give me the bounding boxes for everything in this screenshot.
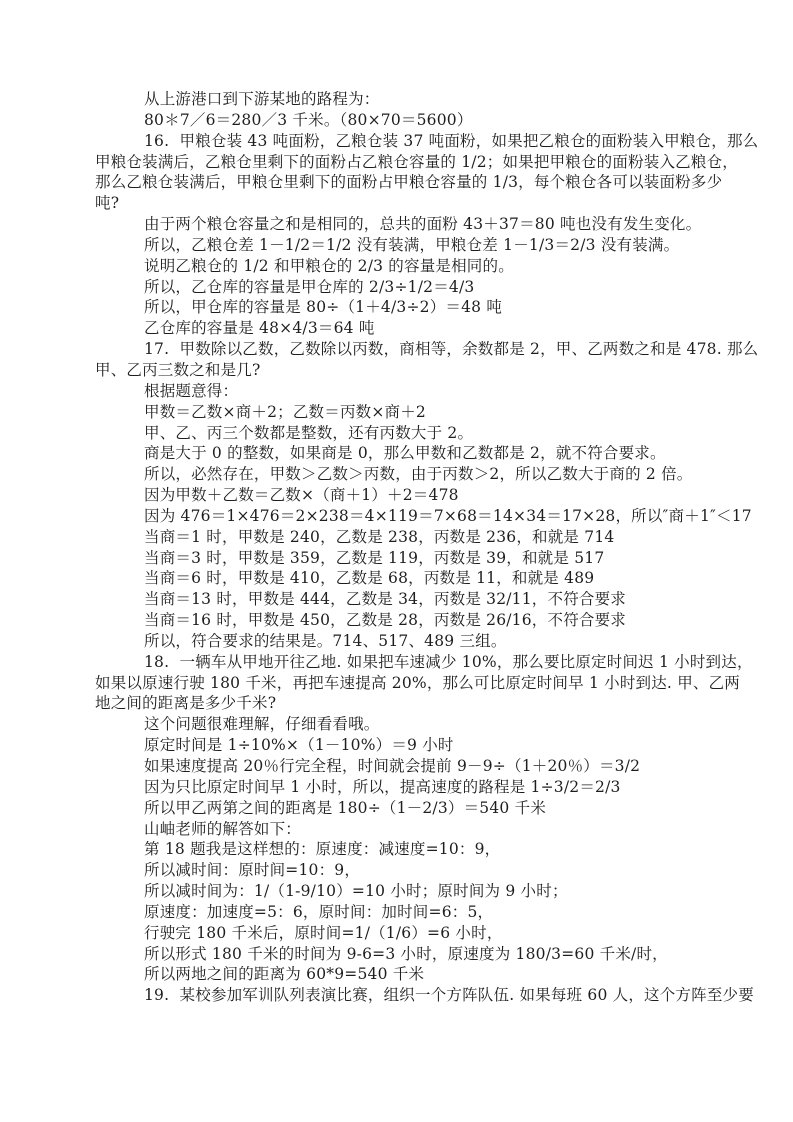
text-line: 吨? [95,194,120,213]
text-line: 甲、乙丙三数之和是几? [95,360,261,379]
text-line: 80＊7／6＝280／3 千米。（80×70＝5600） [144,110,473,129]
text-line: 所以减时间为：1/（1-9/10）=10 小时；原时间为 9 小时； [144,882,568,901]
text-line: 商是大于 0 的整数，如果商是 0，那么甲数和乙数都是 2，就不符合要求。 [144,444,666,463]
text-line: 因为只比原定时间早 1 小时，所以，提高速度的路程是 1÷3/2＝2/3 [144,777,621,796]
text-line: 行驶完 180 千米后，原时间=1/（1/6）=6 小时， [144,923,503,942]
text-line: 所以，符合要求的结果是。714、517、489 三组。 [144,631,507,650]
text-line: 由于两个粮仓容量之和是相同的，总共的面粉 43＋37＝80 吨也没有发生变化。 [144,215,702,234]
text-line: 当商＝6 时，甲数是 410，乙数是 68，丙数是 11，和就是 489 [144,569,595,588]
text-line: 甲数＝乙数×商＋2；乙数＝丙数×商＋2 [144,402,426,421]
text-line: 18. 一辆车从甲地开往乙地. 如果把车速减少 10%，那么要比原定时间迟 1 小时到达， [144,652,753,671]
text-line: 如果以原速行驶 180 千米，再把车速提高 20%，那么可比原定时间早 1 小时到达. 甲、乙两 [95,673,740,692]
text-line: 根据题意得： [144,381,239,400]
text-line: 原定时间是 1÷10%×（1－10%）＝9 小时 [144,736,454,755]
text-line: 因为甲数＋乙数＝乙数×（商＋1）＋2＝478 [144,486,459,505]
text-line: 16. 甲粮仓装 43 吨面粉，乙粮仓装 37 吨面粉，如果把乙粮仓的面粉装入甲粮仓，那么 [144,131,759,150]
text-line: 所以减时间：原时间=10：9， [144,861,361,880]
text-line: 地之间的距离是多少千米? [95,694,277,713]
text-line: 山岫老师的解答如下： [144,819,302,838]
text-line: 如果速度提高 20％行完全程，时间就会提前 9－9÷（1＋20％）＝3/2 [144,757,641,775]
document-text [95,89,759,1006]
text-line: 那么乙粮仓装满后，甲粮仓里剩下的面粉占甲粮仓容量的 1/3，每个粮仓各可以装面粉多少 [95,173,723,192]
text-line: 原速度：加速度=5：6，原时间：加时间=6：5， [144,902,494,921]
text-line: 所以，乙粮仓差 1－1/2＝1/2 没有装满，甲粮仓差 1－1/3＝2/3 没有装满。 [144,235,680,254]
text-line: 所以，甲仓库的容量是 80÷（1＋4/3÷2）＝48 吨 [144,298,503,317]
text-line: 所以，乙仓库的容量是甲仓库的 2/3÷1/2＝4/3 [144,277,475,296]
text-line: 17. 甲数除以乙数，乙数除以丙数，商相等，余数都是 2，甲、乙两数之和是 478. 那么 [144,340,759,359]
text-line: 所以两地之间的距离为 60*9=540 千米 [144,965,425,984]
text-line: 当商＝16 时，甲数是 450，乙数是 28，丙数是 26/16，不符合要求 [144,611,627,630]
text-line: 甲、乙、丙三个数都是整数，还有丙数大于 2。 [144,423,474,442]
text-line: 当商＝13 时，甲数是 444，乙数是 34，丙数是 32/11，不符合要求 [144,590,627,609]
text-line: 因为 476＝1×476＝2×238＝4×119＝7×68＝14×34＝17×28，所以″商＋1″＜17 [144,506,752,525]
text-line: 当商＝3 时，甲数是 359，乙数是 119，丙数是 39，和就是 517 [144,548,605,567]
text-line: 第 18 题我是这样想的：原速度：减速度=10：9， [144,840,501,859]
text-line: 这个问题很难理解，仔细看看哦。 [144,715,380,734]
text-line: 乙仓库的容量是 48×4/3＝64 吨 [144,319,375,338]
text-line: 所以形式 180 千米的时间为 9-6=3 小时，原速度为 180/3=60 千米/时， [144,944,668,963]
text-line: 所以，必然存在，甲数＞乙数＞丙数，由于丙数＞2，所以乙数大于商的 2 倍。 [144,465,693,484]
text-line: 说明乙粮仓的 1/2 和甲粮仓的 2/3 的容量是相同的。 [144,256,514,275]
text-line: 甲粮仓装满后，乙粮仓里剩下的面粉占乙粮仓容量的 1/2；如果把甲粮仓的面粉装入乙粮仓， [95,152,738,171]
text-line: 当商＝1 时，甲数是 240，乙数是 238，丙数是 236，和就是 714 [144,527,615,546]
text-line: 19. 某校参加军训队列表演比赛，组织一个方阵队伍. 如果每班 60 人，这个方阵至少要 [144,986,754,1005]
text-line: 从上游港口到下游某地的路程为： [144,90,380,108]
text-line: 所以甲乙两第之间的距离是 180÷（1－2/3）＝540 千米 [144,798,547,817]
